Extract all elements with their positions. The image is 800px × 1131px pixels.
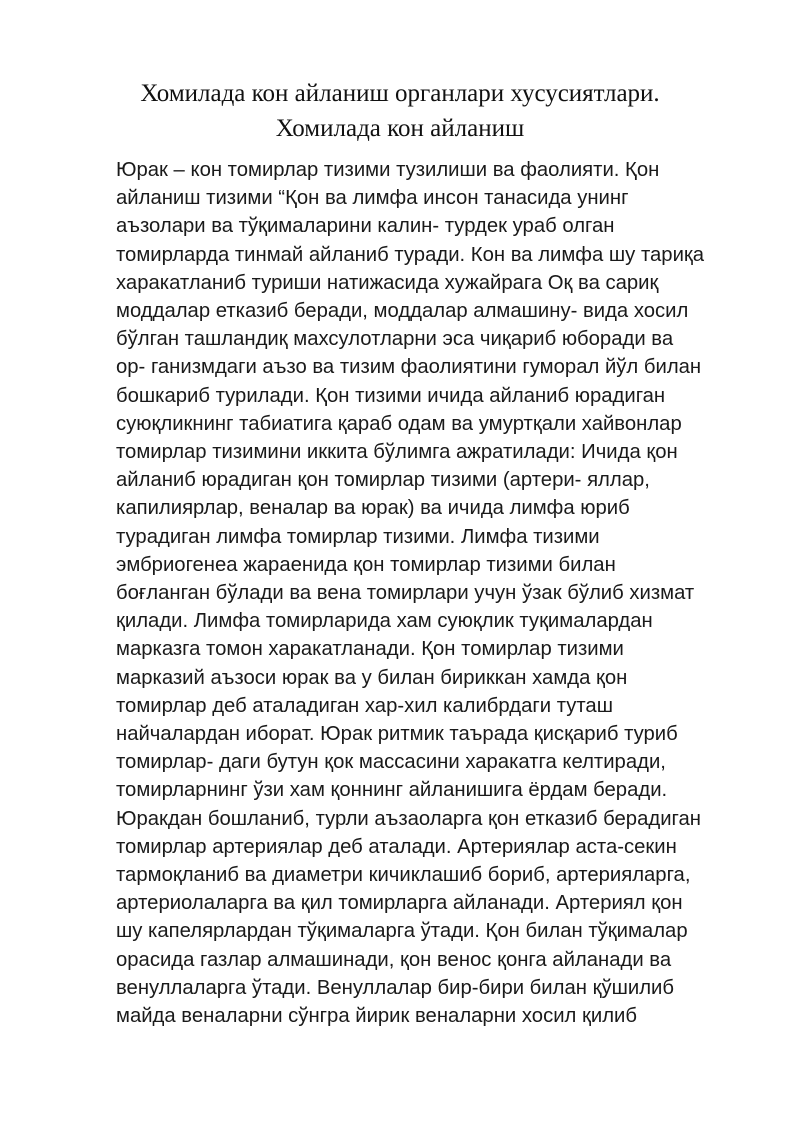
body-line: томирлар артериялар деб аталади. Артериялар аста-секин (116, 835, 677, 858)
body-line: ор- ганизмдаги аъзо ва тизим фаолиятини гуморал йўл билан (116, 356, 702, 379)
body-line: турадиган лимфа томирлар тизими. Лимфа тизими (116, 525, 600, 548)
body-line: капилиярлар, веналар ва юрак) ва ичида лимфа юриб (116, 497, 630, 520)
body-line: майда веналарни сўнгра йирик веналарни хосил қилиб (116, 1005, 637, 1028)
body-line: томирларда тинмай айланиб туради. Кон ва лимфа шу тариқа (116, 243, 705, 266)
body-line: орасида газлар алмашинади, қон венос қонга айланади ва (116, 948, 672, 971)
body-line: найчалардан иборат. Юрак ритмик таърада қисқариб туриб (116, 723, 678, 746)
body-line: шу капелярлардан тўқималарга ўтади. Қон билан тўқималар (116, 920, 688, 943)
body-line: моддалар етказиб беради, моддалар алмашину- вида хосил (116, 300, 689, 323)
body-line: аъзолари ва тўқималарини калин- турдек ураб олган (116, 215, 615, 238)
body-line: харакатланиб туриши натижасида хужайрага Оқ ва сариқ (116, 271, 659, 294)
body-line: эмбриогенеа жараенида қон томирлар тизими билан (116, 553, 616, 576)
body-line: Юракдан бошланиб, турли аъзаоларга қон етказиб берадиган (116, 807, 701, 830)
title-line: Хомилада кон айланиш (275, 115, 525, 142)
document-title (60, 76, 740, 146)
body-line: айланиб юрадиган қон томирлар тизими (артери- яллар, (116, 469, 650, 492)
body-line: томирлар- даги бутун қок массасини харакатга келтиради, (116, 751, 666, 774)
body-line: қилади. Лимфа томирларида хам суюқлик туқималардан (116, 610, 653, 633)
body-text (116, 156, 736, 1030)
body-line: томирлар тизимини иккита бўлимга ажратилади: Ичида қон (116, 441, 678, 464)
body-line: венуллаларга ўтади. Венуллалар бир-бири билан қўшилиб (116, 976, 674, 999)
body-line: марказга томон харакатланади. Қон томирлар тизими (116, 638, 624, 661)
body-line: томирлар деб аталадиган хар-хил калибрдаги туташ (116, 694, 613, 717)
body-line: марказий аъзоси юрак ва у билан бириккан хамда қон (116, 666, 628, 689)
body-line: Юрак – кон томирлар тизими тузилиши ва фаолияти. Қон (116, 159, 660, 181)
body-line: суюқликнинг табиатига қараб одам ва умуртқали хайвонлар (116, 412, 682, 435)
body-line: боғланган бўлади ва вена томирлари учун ўзак бўлиб хизмат (116, 582, 695, 605)
body-line: бошкариб турилади. Қон тизими ичида айланиб юрадиган (116, 384, 666, 407)
body-line: тармоқланиб ва диаметри кичиклашиб бориб, артерияларга, (116, 864, 691, 887)
title-line: Хомилада кон айланиш органлари хусусиятлари. (140, 80, 660, 107)
body-line: айланиш тизими “Қон ва лимфа инсон танасида унинг (116, 187, 629, 210)
body-line: артериолаларга ва қил томирларга айланади. Артериял қон (116, 892, 683, 915)
body-line: томирларнинг ўзи хам қоннинг айланишига ёрдам беради. (116, 779, 668, 802)
body-line: бўлган ташландиқ махсулотларни эса чиқариб юборади ва (116, 328, 674, 351)
